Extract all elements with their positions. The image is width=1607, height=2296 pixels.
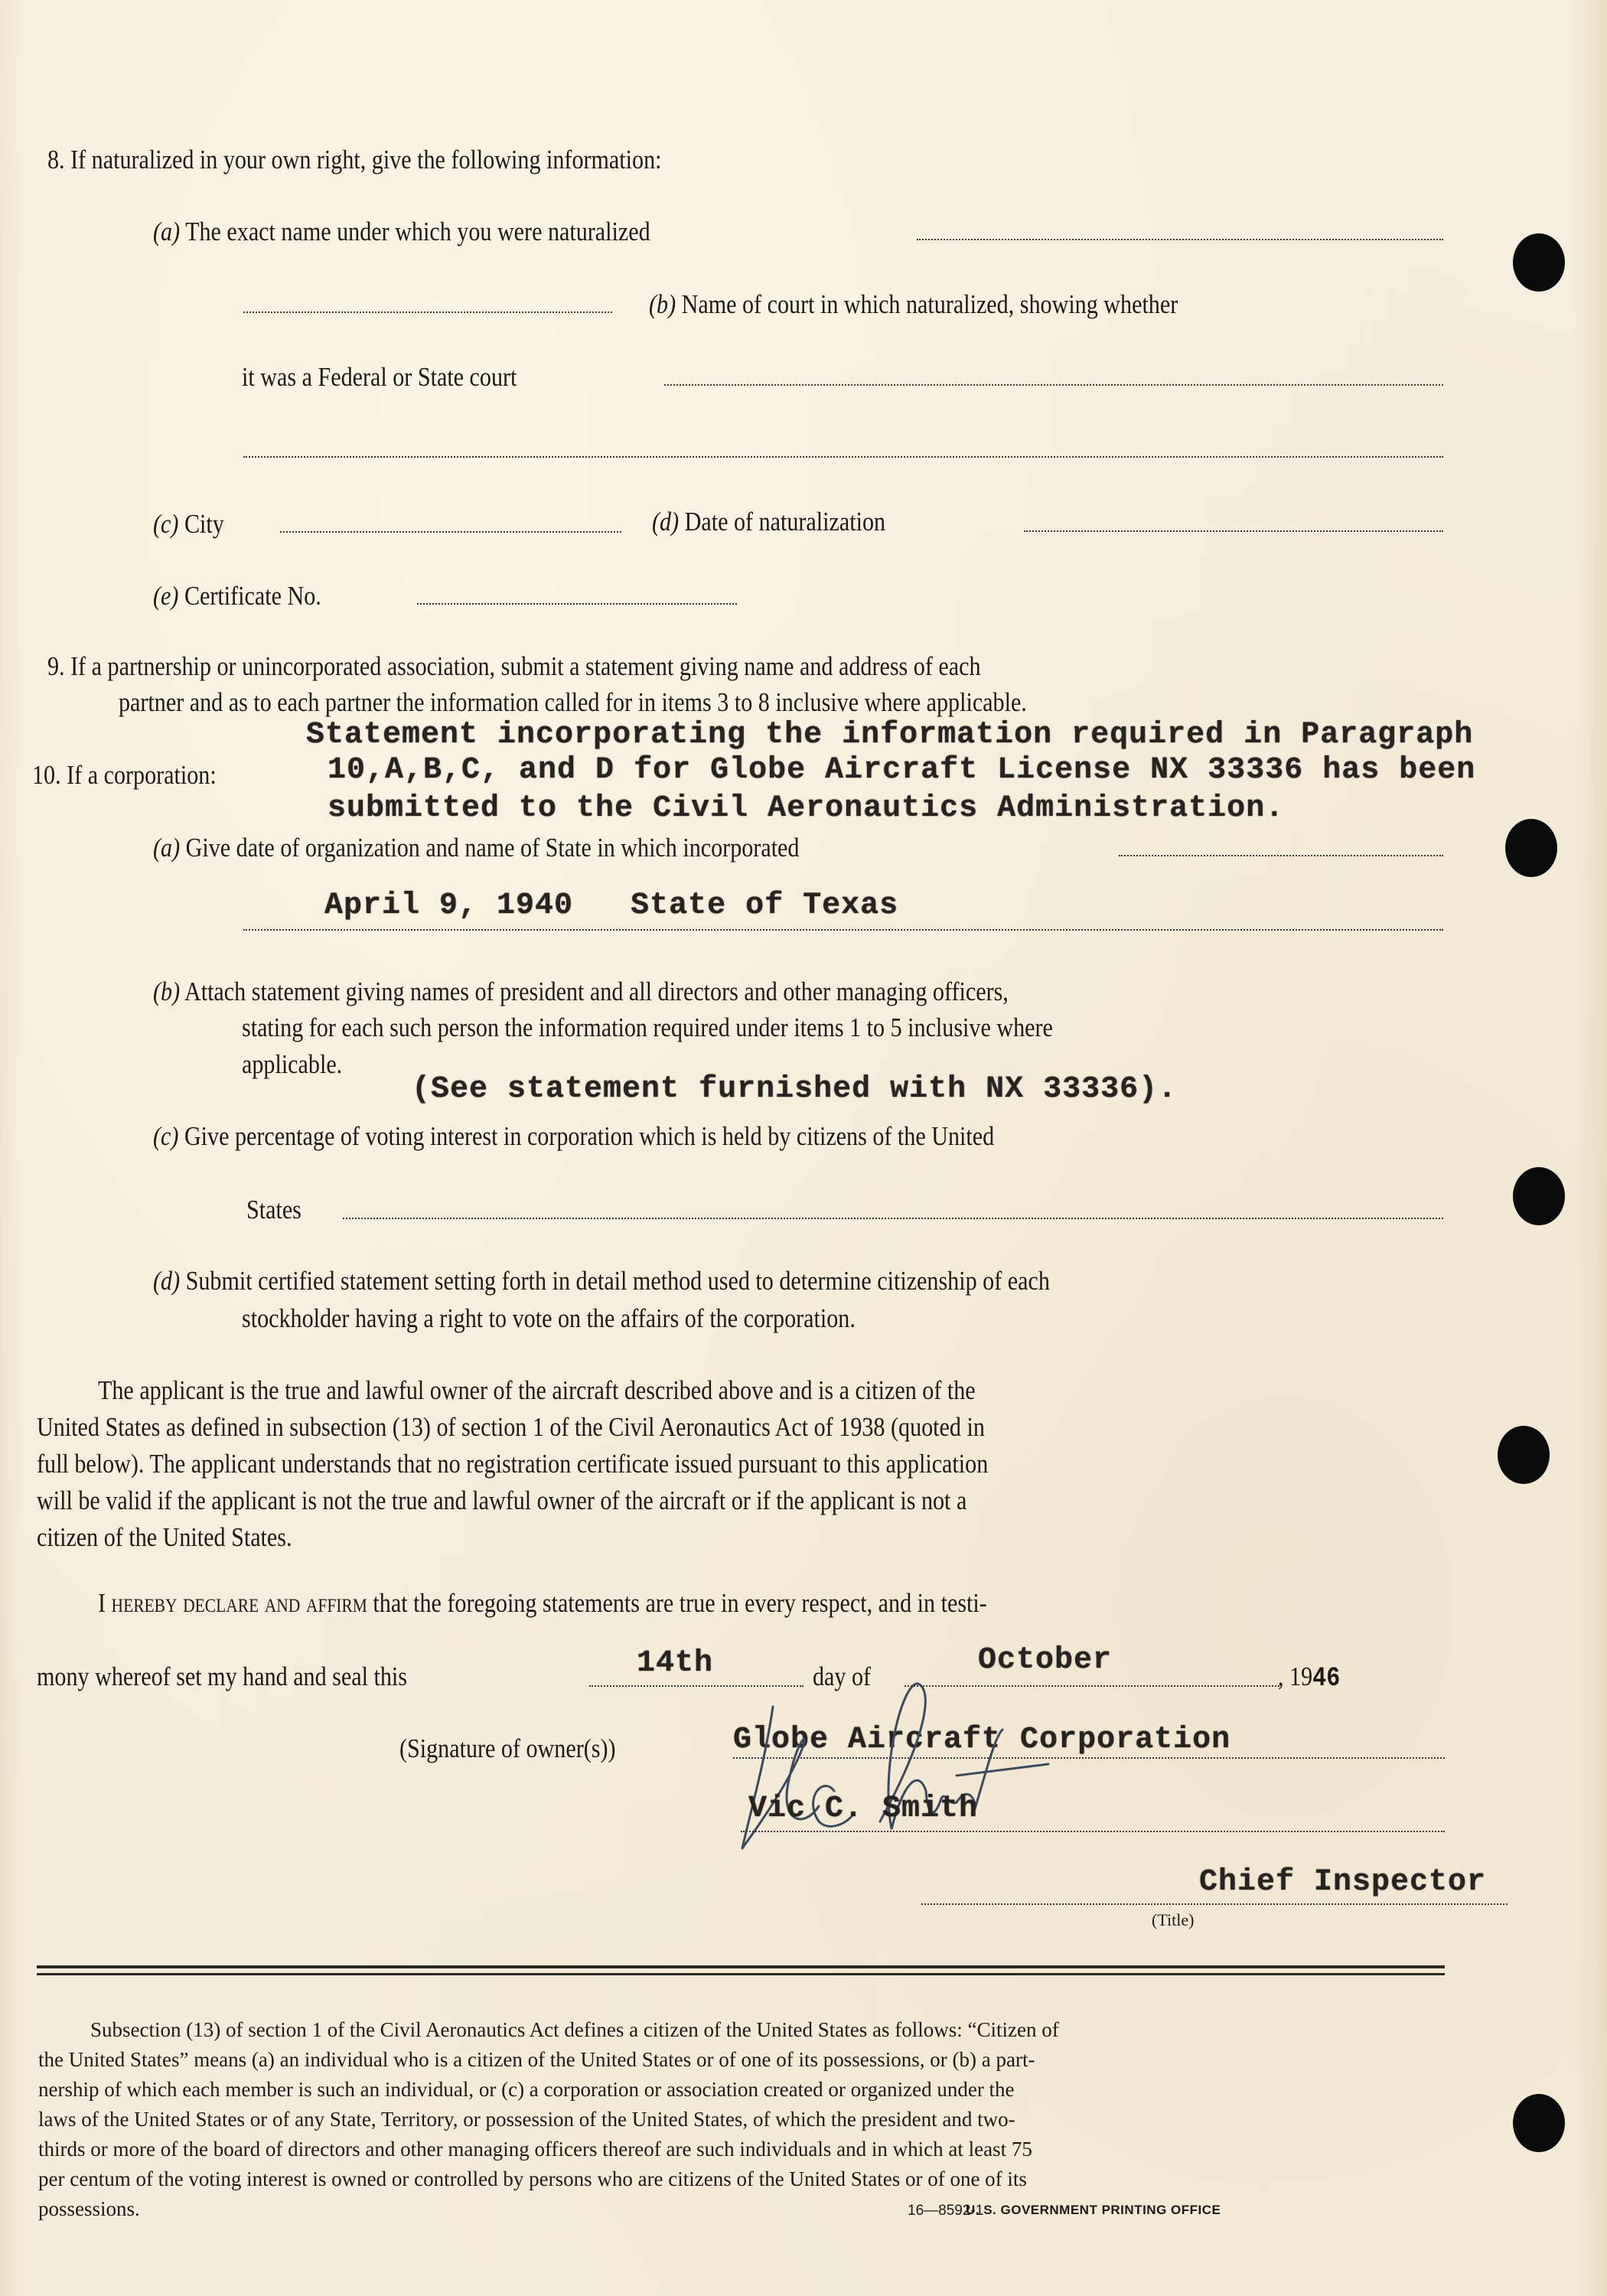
sub-label: (d) xyxy=(153,1266,181,1296)
naturalized-name-field-cont[interactable] xyxy=(243,311,612,313)
item-10a-label xyxy=(153,830,799,866)
sub-text: Give date of organization and name of State in which incorporated xyxy=(185,833,800,863)
punch-hole xyxy=(1505,819,1557,877)
item-number: 9. xyxy=(47,651,65,681)
divider xyxy=(37,1965,1445,1968)
item-9-line2: partner and as to each partner the information called for in items 3 to 8 inclusive where applicable. xyxy=(119,687,1027,717)
day-of-label: day of xyxy=(813,1662,872,1691)
punch-hole xyxy=(1498,1426,1550,1484)
organization-field[interactable] xyxy=(1119,855,1443,856)
court-field-cont[interactable] xyxy=(243,456,1443,458)
typed-organization-value xyxy=(324,888,898,925)
sub-label: (c) xyxy=(153,509,179,539)
punch-hole xyxy=(1513,1167,1565,1225)
sub-label: (a) xyxy=(153,833,181,863)
ownership-line: will be valid if the applicant is not the true and lawful owner of the aircraft or if the applicant is not a xyxy=(37,1486,967,1515)
footnote-line: possessions. xyxy=(38,2197,140,2220)
ownership-line: United States as defined in subsection (13) of section 1 of the Civil Aeronautics Act of 1938 (quoted in xyxy=(37,1412,985,1442)
typed-day: 14th xyxy=(637,1646,714,1681)
form-number: 16—8592-1 xyxy=(908,2203,984,2219)
item-8b-text-cont: it was a Federal or State court xyxy=(242,362,517,392)
typed-statement-line: Statement incorporating the information required in Paragraph xyxy=(306,718,1474,752)
item-10b-label xyxy=(153,974,1009,1009)
item-10d-label xyxy=(153,1264,1050,1299)
ownership-line: full below). The applicant understands that no registration certificate issued pursuant to this application xyxy=(37,1449,989,1479)
sub-text: Certificate No. xyxy=(184,581,321,611)
handwritten-signature xyxy=(727,1676,1125,1860)
item-8d-label xyxy=(652,504,885,540)
item-number: 10. xyxy=(32,760,61,790)
footnote-line: per centum of the voting interest is owned or controlled by persons who are citizens of the United States or of one of its xyxy=(38,2167,1027,2190)
declaration-line2: mony whereof set my hand and seal this xyxy=(37,1662,408,1691)
footnote-line: laws of the United States or of any State, Territory, or possession of the United States, of which the president and two- xyxy=(38,2108,1015,2131)
sub-label: (d) xyxy=(652,507,680,536)
sub-text: Attach statement giving names of president and all directors and other managing officers, xyxy=(184,977,1009,1006)
footnote-line: the United States” means (a) an individual who is a citizen of the United States or of one of its possessions, or (b) a part- xyxy=(38,2048,1035,2071)
footnote-line: nership of which each member is such an individual, or (c) a corporation or association created or organized under the xyxy=(38,2078,1015,2101)
sub-text: Give percentage of voting interest in corporation which is held by citizens of the United xyxy=(184,1121,995,1151)
voting-interest-field[interactable] xyxy=(343,1218,1443,1219)
item-10d-line2: stockholder having a right to vote on the affairs of the corporation. xyxy=(242,1303,856,1333)
court-field[interactable] xyxy=(664,384,1443,386)
sub-label: (c) xyxy=(153,1121,179,1151)
item-10c-label xyxy=(153,1119,994,1154)
item-8e-label xyxy=(153,579,321,614)
title-caption: (Title) xyxy=(1152,1910,1195,1929)
sub-label: (b) xyxy=(649,289,676,319)
item-10b-line2: stating for each such person the information required under items 1 to 5 inclusive where xyxy=(242,1013,1053,1042)
sub-text: Submit certified statement setting forth in detail method used to determine citizenship of each xyxy=(185,1266,1050,1296)
typed-statement-line: submitted to the Civil Aeronautics Administration. xyxy=(328,791,1285,826)
item-10-heading xyxy=(32,758,217,793)
typed-month: October xyxy=(978,1643,1113,1678)
item-text: If a partnership or unincorporated association, submit a statement giving name and address of each xyxy=(70,651,981,681)
declaration-line1 xyxy=(98,1586,987,1621)
year-field[interactable] xyxy=(1278,1659,1340,1696)
item-10c-line2: States xyxy=(246,1195,302,1225)
typed-statement-line: 10,A,B,C, and D for Globe Aircraft License NX 33336 has been xyxy=(328,753,1476,788)
typed-state: State of Texas xyxy=(631,889,899,923)
ownership-line: The applicant is the true and lawful owner of the aircraft described above and is a citizen of the xyxy=(98,1375,976,1405)
title-field[interactable] xyxy=(921,1903,1508,1905)
naturalization-date-field[interactable] xyxy=(1024,530,1443,532)
punch-hole xyxy=(1513,2094,1565,2152)
divider xyxy=(37,1973,1445,1975)
city-field[interactable] xyxy=(280,531,621,533)
typed-signer-name: Vic C. Smith xyxy=(748,1792,979,1826)
sub-label: (e) xyxy=(153,581,179,611)
item-9-line1 xyxy=(47,649,981,684)
typed-note: (See statement furnished with NX 33336). xyxy=(412,1072,1178,1107)
year-prefix: , 19 xyxy=(1278,1662,1313,1691)
item-number: 8. xyxy=(47,145,65,174)
typed-year: 46 xyxy=(1312,1663,1341,1694)
item-8b-label xyxy=(649,287,1178,322)
sub-text: Name of court in which naturalized, showing whether xyxy=(681,289,1178,319)
item-8-heading xyxy=(47,142,661,178)
typed-title: Chief Inspector xyxy=(1199,1865,1487,1900)
item-text: If a corporation: xyxy=(67,760,217,790)
sub-label: (b) xyxy=(153,977,181,1006)
item-8c-label xyxy=(153,507,224,542)
ownership-line: citizen of the United States. xyxy=(37,1522,292,1552)
certificate-number-field[interactable] xyxy=(417,603,737,605)
typed-date: April 9, 1940 xyxy=(324,889,574,923)
sub-label: (a) xyxy=(153,217,181,246)
signature-label: (Signature of owner(s)) xyxy=(399,1733,616,1763)
footnote-line: Subsection (13) of section 1 of the Civil Aeronautics Act defines a citizen of the United States as follows: “Citizen of xyxy=(90,2018,1059,2041)
sub-text: The exact name under which you were naturalized xyxy=(185,217,650,246)
footnote-line: thirds or more of the board of directors and other managing officers thereof are such individuals and in which at least 75 xyxy=(38,2138,1032,2161)
organization-field-cont[interactable] xyxy=(243,929,1443,931)
signer-field[interactable] xyxy=(741,1831,1445,1832)
sub-text: Date of naturalization xyxy=(684,507,886,536)
typed-owner-name: Globe Aircraft Corporation xyxy=(733,1723,1231,1757)
item-10b-line3: applicable. xyxy=(242,1049,343,1079)
declaration-text: that the foregoing statements are true in every respect, and in testi- xyxy=(373,1588,987,1618)
item-text: If naturalized in your own right, give the following information: xyxy=(70,145,662,174)
punch-hole xyxy=(1513,233,1565,292)
declaration-lead: I hereby declare and affirm xyxy=(98,1588,367,1618)
sub-text: City xyxy=(184,509,224,539)
item-8a-label xyxy=(153,214,650,249)
printer-imprint: U. S. GOVERNMENT PRINTING OFFICE xyxy=(966,2203,1221,2217)
naturalized-name-field[interactable] xyxy=(917,239,1443,240)
